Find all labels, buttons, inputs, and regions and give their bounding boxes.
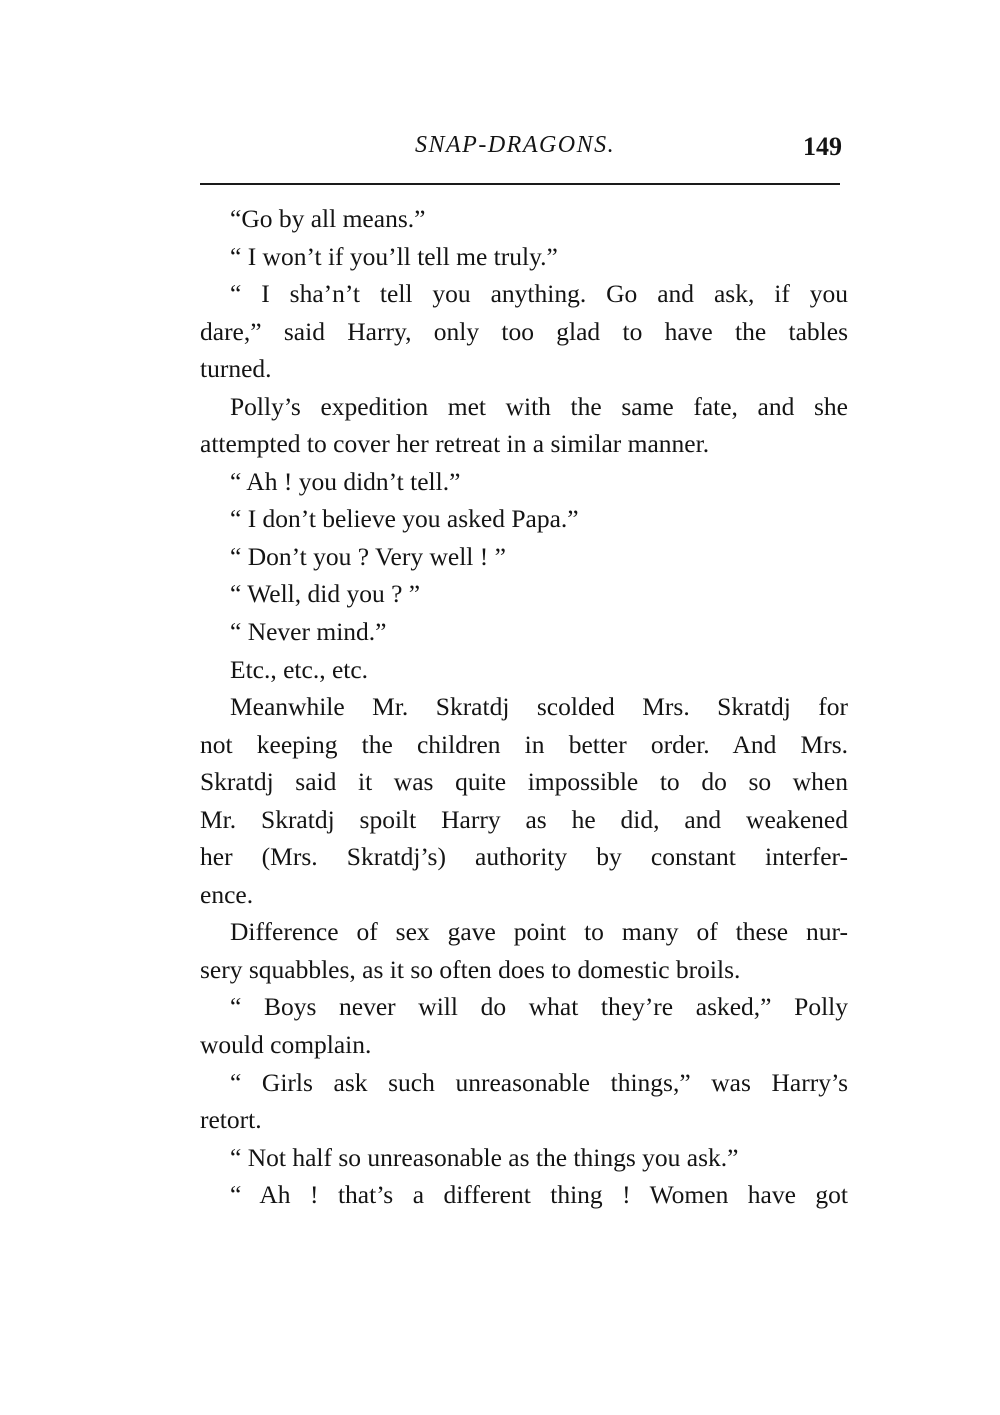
text-line: not keeping the children in better order. And Mrs.: [200, 729, 848, 759]
page-header: [200, 132, 850, 172]
text-line: Skratdj said it was quite impossible to do so when: [200, 767, 848, 797]
text-line: “ I sha’n’t tell you anything. Go and ask, if you: [230, 279, 848, 309]
text-line: “ Not half so unreasonable as the things you ask.”: [230, 1142, 739, 1172]
text-line: sery squabbles, as it so often does to domestic broils.: [200, 954, 741, 984]
text-line: Difference of sex gave point to many of these nur-: [230, 917, 848, 947]
text-line: “ Well, did you ? ”: [230, 579, 421, 609]
text-line: “ I won’t if you’ll tell me truly.”: [230, 241, 558, 271]
text-line: Polly’s expedition met with the same fate, and she: [230, 391, 848, 421]
text-line: retort.: [200, 1105, 262, 1135]
text-line: Etc., etc., etc.: [230, 654, 369, 684]
text-line: attempted to cover her retreat in a similar manner.: [200, 429, 710, 459]
text-line: Meanwhile Mr. Skratdj scolded Mrs. Skratdj for: [230, 692, 848, 722]
text-line: “Go by all means.”: [230, 204, 426, 233]
text-line: “ Ah ! that’s a different thing ! Women have got: [230, 1180, 848, 1210]
text-line: “ I don’t believe you asked Papa.”: [230, 504, 579, 534]
text-line: turned.: [200, 354, 272, 384]
header-rule: [200, 183, 840, 185]
text-line: her (Mrs. Skratdj’s) authority by constant interfer-: [200, 842, 848, 872]
text-line: dare,” said Harry, only too glad to have the tables: [200, 316, 848, 346]
text-line: ence.: [200, 879, 254, 909]
running-head: SNAP-DRAGONS.: [415, 132, 616, 158]
text-line: Mr. Skratdj spoilt Harry as he did, and weakened: [200, 804, 848, 834]
text-line: “ Never mind.”: [230, 617, 387, 647]
text-line: would complain.: [200, 1030, 372, 1060]
text-line: “ Boys never will do what they’re asked,” Polly: [230, 992, 848, 1022]
text-line: “ Girls ask such unreasonable things,” was Harry’s: [230, 1067, 848, 1097]
text-line: “ Don’t you ? Very well ! ”: [230, 541, 506, 571]
text-line: “ Ah ! you didn’t tell.”: [230, 466, 461, 496]
body-text: [200, 200, 848, 1214]
page-number: 149: [803, 132, 842, 161]
